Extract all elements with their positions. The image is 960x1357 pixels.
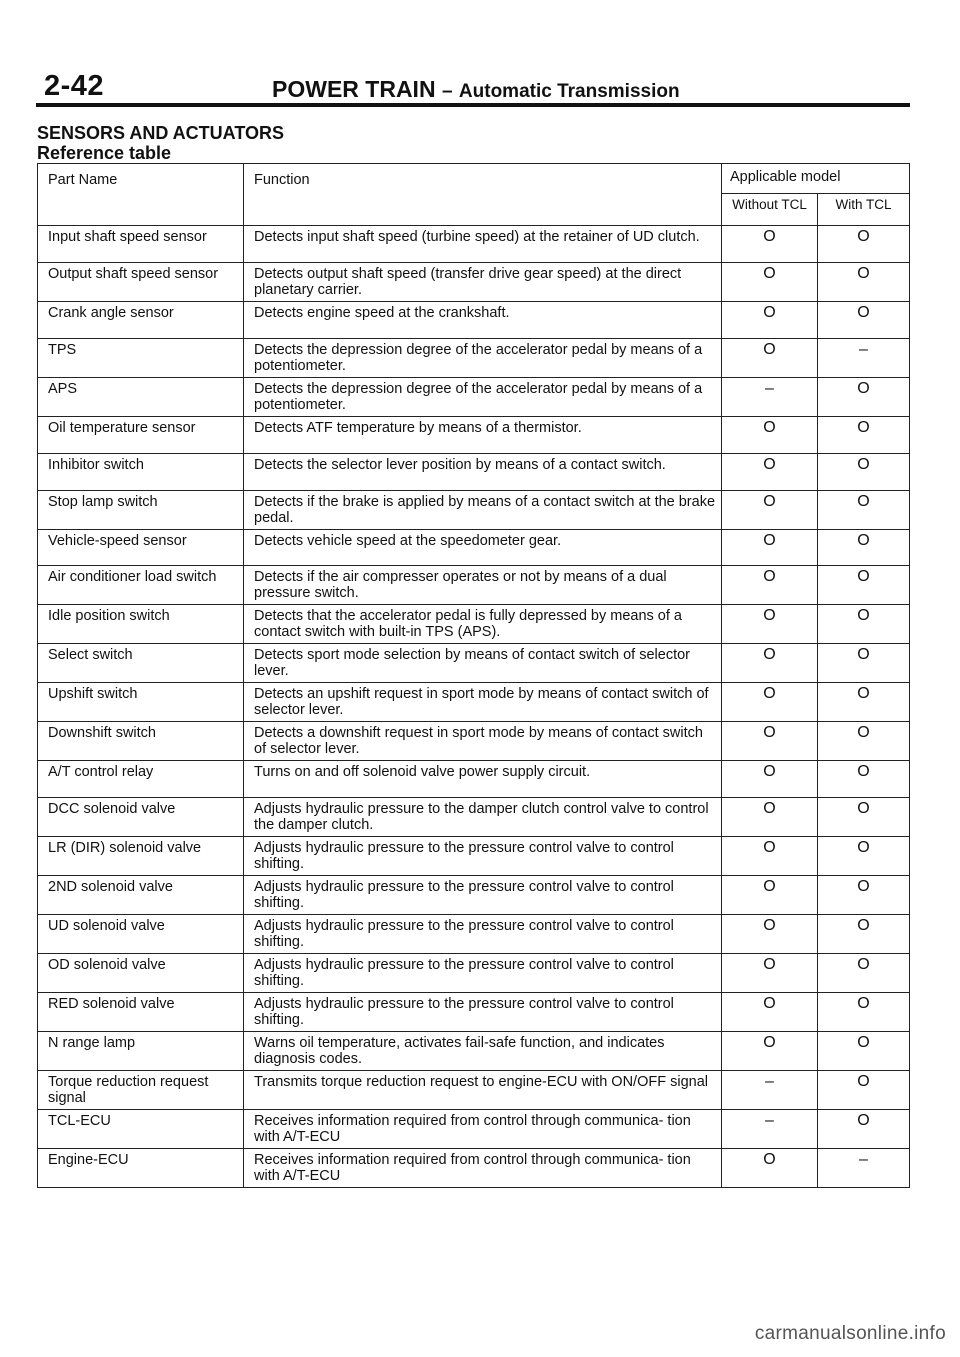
- without-tcl-mark: O: [722, 490, 818, 529]
- with-tcl-mark: O: [818, 262, 910, 301]
- without-tcl-mark: O: [722, 453, 818, 490]
- without-tcl-mark: O: [722, 338, 818, 377]
- with-tcl-mark: O: [818, 529, 910, 566]
- with-tcl-mark: O: [818, 566, 910, 605]
- part-name-cell: TCL-ECU: [38, 1110, 244, 1149]
- with-tcl-mark: O: [818, 683, 910, 722]
- without-tcl-mark: O: [722, 529, 818, 566]
- part-name-cell: Torque reduction request signal: [38, 1071, 244, 1110]
- table-row: [38, 377, 910, 416]
- table-row: [38, 954, 910, 993]
- function-cell: Receives information required from control through communica- tion with A/T-ECU: [244, 1110, 722, 1149]
- function-cell: Detects if the brake is applied by means of a contact switch at the brake pedal.: [244, 490, 722, 529]
- without-tcl-mark: O: [722, 722, 818, 761]
- with-tcl-mark: O: [818, 915, 910, 954]
- function-cell: Adjusts hydraulic pressure to the pressure control valve to control shifting.: [244, 993, 722, 1032]
- table-row: [38, 993, 910, 1032]
- with-tcl-mark: –: [818, 338, 910, 377]
- header-rule: [36, 103, 910, 107]
- function-cell: Detects engine speed at the crankshaft.: [244, 301, 722, 338]
- with-tcl-mark: O: [818, 722, 910, 761]
- without-tcl-mark: O: [722, 761, 818, 798]
- table-row: [38, 876, 910, 915]
- function-cell: Adjusts hydraulic pressure to the damper clutch control valve to control the damper clutch.: [244, 798, 722, 837]
- without-tcl-mark: O: [722, 915, 818, 954]
- col-header-function: Function: [244, 164, 722, 226]
- function-cell: Detects ATF temperature by means of a thermistor.: [244, 416, 722, 453]
- part-name-cell: DCC solenoid valve: [38, 798, 244, 837]
- col-header-applicable-model: Applicable model: [722, 164, 910, 194]
- page-number: 2-42: [44, 70, 105, 102]
- function-cell: Receives information required from control through communica- tion with A/T-ECU: [244, 1149, 722, 1188]
- part-name-cell: N range lamp: [38, 1032, 244, 1071]
- without-tcl-mark: O: [722, 954, 818, 993]
- without-tcl-mark: O: [722, 262, 818, 301]
- with-tcl-mark: O: [818, 1032, 910, 1071]
- with-tcl-mark: O: [818, 1110, 910, 1149]
- part-name-cell: LR (DIR) solenoid valve: [38, 837, 244, 876]
- section-subtitle: Reference table: [37, 143, 172, 163]
- heading-separator: –: [441, 81, 453, 102]
- part-name-cell: Upshift switch: [38, 683, 244, 722]
- function-cell: Adjusts hydraulic pressure to the pressure control valve to control shifting.: [244, 837, 722, 876]
- table-row: [38, 529, 910, 566]
- col-header-with-tcl: With TCL: [818, 194, 910, 226]
- part-name-cell: RED solenoid valve: [38, 993, 244, 1032]
- function-cell: Detects sport mode selection by means of contact switch of selector lever.: [244, 644, 722, 683]
- table-row: [38, 338, 910, 377]
- table-row: [38, 453, 910, 490]
- table-row: [38, 1110, 910, 1149]
- table-row: [38, 644, 910, 683]
- without-tcl-mark: O: [722, 683, 818, 722]
- part-name-cell: Oil temperature sensor: [38, 416, 244, 453]
- table-row: [38, 1032, 910, 1071]
- part-name-cell: Air conditioner load switch: [38, 566, 244, 605]
- without-tcl-mark: –: [722, 1110, 818, 1149]
- with-tcl-mark: O: [818, 1071, 910, 1110]
- function-cell: Warns oil temperature, activates fail-safe function, and indicates diagnosis codes.: [244, 1032, 722, 1071]
- table-row: [38, 1071, 910, 1110]
- part-name-cell: Idle position switch: [38, 605, 244, 644]
- table-row: [38, 915, 910, 954]
- without-tcl-mark: O: [722, 993, 818, 1032]
- page-heading: [272, 76, 680, 103]
- without-tcl-mark: O: [722, 798, 818, 837]
- reference-table: [37, 163, 910, 1188]
- function-cell: Detects that the accelerator pedal is fully depressed by means of a contact switch with built-in TPS (APS).: [244, 605, 722, 644]
- without-tcl-mark: O: [722, 1032, 818, 1071]
- part-name-cell: Stop lamp switch: [38, 490, 244, 529]
- watermark: carmanualsonline.info: [754, 1323, 946, 1344]
- with-tcl-mark: O: [818, 761, 910, 798]
- table-row: [38, 262, 910, 301]
- with-tcl-mark: O: [818, 416, 910, 453]
- without-tcl-mark: –: [722, 377, 818, 416]
- table-row: [38, 722, 910, 761]
- part-name-cell: OD solenoid valve: [38, 954, 244, 993]
- without-tcl-mark: O: [722, 416, 818, 453]
- without-tcl-mark: O: [722, 605, 818, 644]
- with-tcl-mark: O: [818, 837, 910, 876]
- table-row: [38, 490, 910, 529]
- with-tcl-mark: O: [818, 954, 910, 993]
- without-tcl-mark: O: [722, 876, 818, 915]
- with-tcl-mark: –: [818, 1149, 910, 1188]
- function-cell: Detects a downshift request in sport mode by means of contact switch of selector lever.: [244, 722, 722, 761]
- part-name-cell: Downshift switch: [38, 722, 244, 761]
- part-name-cell: Engine-ECU: [38, 1149, 244, 1188]
- table-row: [38, 226, 910, 263]
- function-cell: Detects input shaft speed (turbine speed) at the retainer of UD clutch.: [244, 226, 722, 263]
- with-tcl-mark: O: [818, 798, 910, 837]
- section-name: POWER TRAIN: [272, 76, 436, 102]
- without-tcl-mark: O: [722, 301, 818, 338]
- part-name-cell: Input shaft speed sensor: [38, 226, 244, 263]
- col-header-part-name: Part Name: [38, 164, 244, 226]
- with-tcl-mark: O: [818, 490, 910, 529]
- part-name-cell: Inhibitor switch: [38, 453, 244, 490]
- with-tcl-mark: O: [818, 993, 910, 1032]
- without-tcl-mark: O: [722, 226, 818, 263]
- table-row: [38, 798, 910, 837]
- table-row: [38, 1149, 910, 1188]
- table-row: [38, 416, 910, 453]
- function-cell: Transmits torque reduction request to engine-ECU with ON/OFF signal: [244, 1071, 722, 1110]
- part-name-cell: Output shaft speed sensor: [38, 262, 244, 301]
- with-tcl-mark: O: [818, 605, 910, 644]
- section-title: SENSORS AND ACTUATORS: [37, 123, 285, 143]
- subsection-name: Automatic Transmission: [458, 81, 680, 102]
- without-tcl-mark: O: [722, 644, 818, 683]
- with-tcl-mark: O: [818, 226, 910, 263]
- function-cell: Adjusts hydraulic pressure to the pressure control valve to control shifting.: [244, 954, 722, 993]
- function-cell: Adjusts hydraulic pressure to the pressure control valve to control shifting.: [244, 876, 722, 915]
- part-name-cell: TPS: [38, 338, 244, 377]
- with-tcl-mark: O: [818, 453, 910, 490]
- table-row: [38, 301, 910, 338]
- with-tcl-mark: O: [818, 301, 910, 338]
- with-tcl-mark: O: [818, 377, 910, 416]
- function-cell: Turns on and off solenoid valve power supply circuit.: [244, 761, 722, 798]
- function-cell: Detects the depression degree of the accelerator pedal by means of a potentiometer.: [244, 377, 722, 416]
- table-row: [38, 605, 910, 644]
- without-tcl-mark: O: [722, 566, 818, 605]
- function-cell: Detects vehicle speed at the speedometer gear.: [244, 529, 722, 566]
- with-tcl-mark: O: [818, 876, 910, 915]
- part-name-cell: APS: [38, 377, 244, 416]
- table-row: [38, 761, 910, 798]
- col-header-without-tcl: Without TCL: [722, 194, 818, 226]
- part-name-cell: Select switch: [38, 644, 244, 683]
- without-tcl-mark: O: [722, 1149, 818, 1188]
- function-cell: Detects if the air compresser operates or not by means of a dual pressure switch.: [244, 566, 722, 605]
- with-tcl-mark: O: [818, 644, 910, 683]
- function-cell: Detects the selector lever position by means of a contact switch.: [244, 453, 722, 490]
- part-name-cell: Crank angle sensor: [38, 301, 244, 338]
- table-row: [38, 837, 910, 876]
- table-row: [38, 566, 910, 605]
- table-row: [38, 683, 910, 722]
- part-name-cell: Vehicle-speed sensor: [38, 529, 244, 566]
- part-name-cell: UD solenoid valve: [38, 915, 244, 954]
- without-tcl-mark: O: [722, 837, 818, 876]
- function-cell: Detects an upshift request in sport mode by means of contact switch of selector lever.: [244, 683, 722, 722]
- function-cell: Detects the depression degree of the accelerator pedal by means of a potentiometer.: [244, 338, 722, 377]
- without-tcl-mark: –: [722, 1071, 818, 1110]
- function-cell: Detects output shaft speed (transfer drive gear speed) at the direct planetary carrier.: [244, 262, 722, 301]
- part-name-cell: 2ND solenoid valve: [38, 876, 244, 915]
- part-name-cell: A/T control relay: [38, 761, 244, 798]
- function-cell: Adjusts hydraulic pressure to the pressure control valve to control shifting.: [244, 915, 722, 954]
